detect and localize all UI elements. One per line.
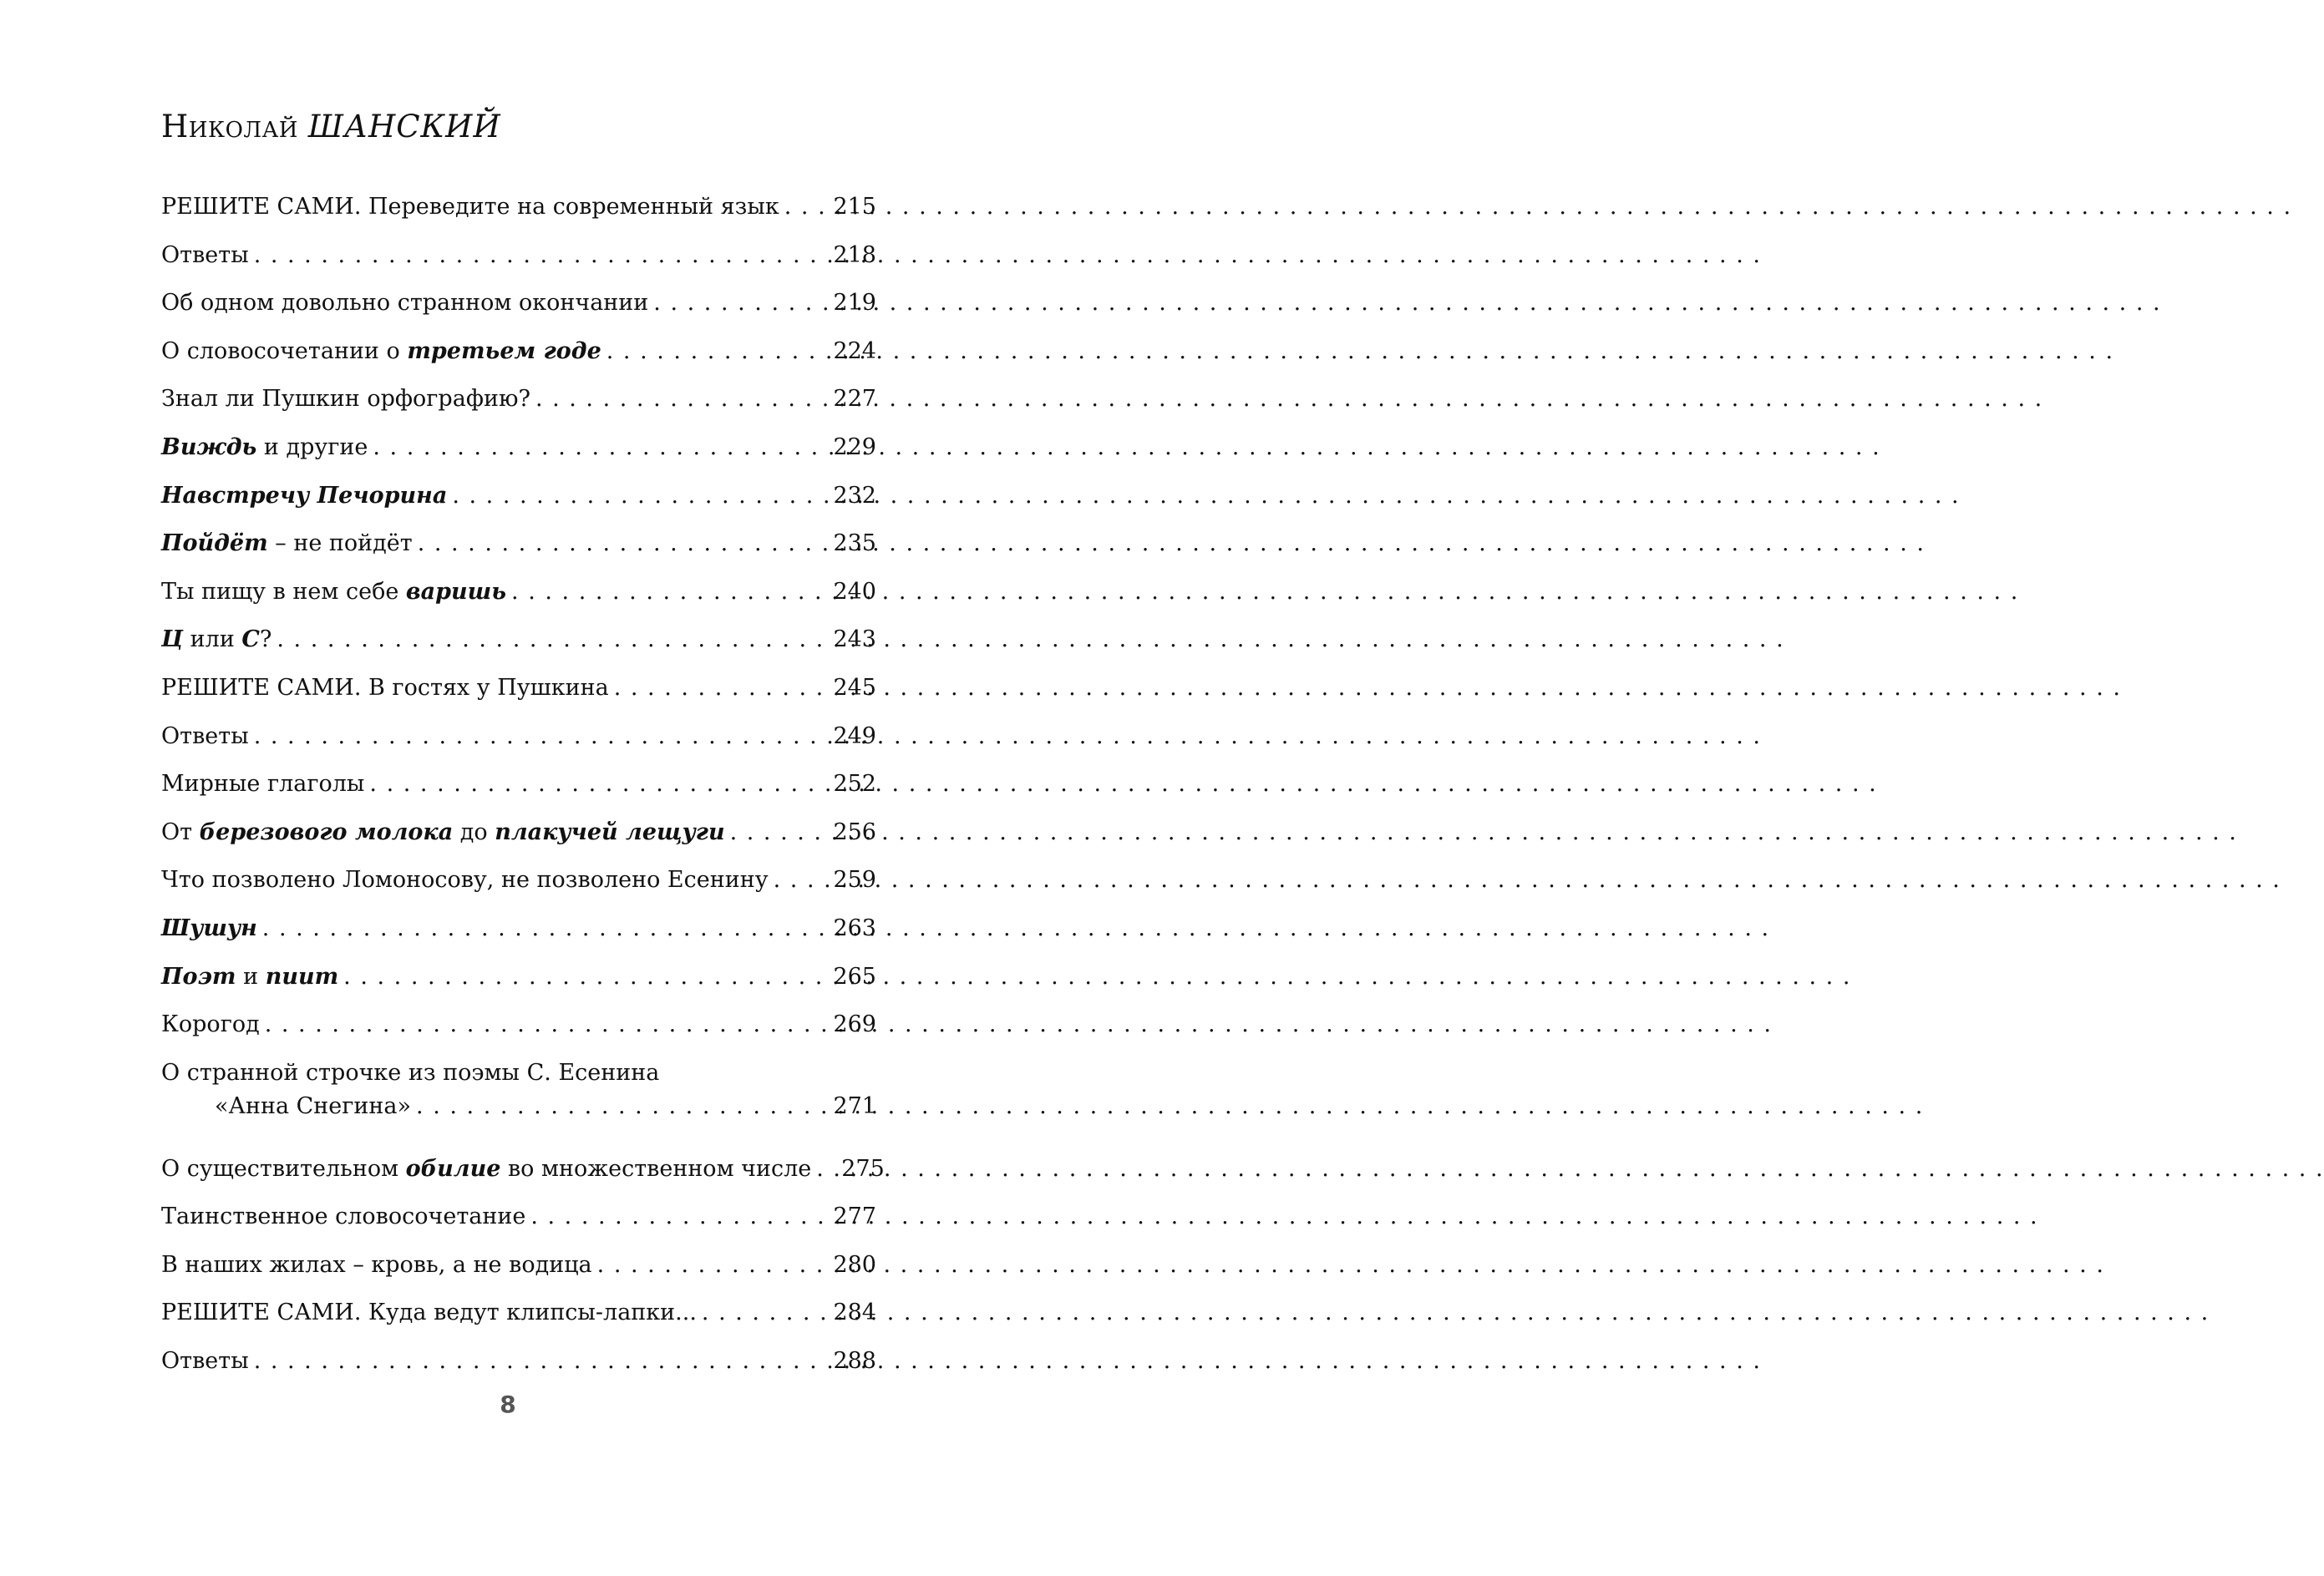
page <box>0 0 1016 1576</box>
dot-leader <box>530 1200 825 1234</box>
toc-entry-title-emphasis: С <box>241 626 260 653</box>
toc-entry <box>161 286 876 335</box>
toc-entry <box>161 1200 876 1249</box>
toc-entry-title <box>161 431 368 464</box>
toc-entry-title-emphasis: Ц <box>161 626 184 653</box>
toc-entry <box>161 1249 876 1297</box>
dot-leader <box>265 1008 825 1041</box>
toc-entry-page-number: 249 <box>833 722 876 749</box>
toc-entry <box>161 1057 876 1153</box>
dot-leader <box>597 1249 825 1282</box>
toc-entry-title-text: «Анна Снегина» <box>215 1092 412 1119</box>
toc-entry-title-text: Ответы <box>161 241 249 268</box>
toc-entry <box>161 1296 876 1345</box>
toc-entry-page-number: 256 <box>833 818 876 845</box>
toc-entry-page-number: 269 <box>833 1011 876 1038</box>
toc-entry-page-number: 218 <box>833 241 876 268</box>
toc-entry-title <box>161 190 779 224</box>
toc-entry <box>161 1345 876 1393</box>
toc-entry-title-emphasis: Шушун <box>161 915 257 941</box>
toc-entry-page-number: 288 <box>833 1348 876 1375</box>
dot-leader <box>784 190 825 224</box>
toc-entry-page-number: 265 <box>833 963 876 990</box>
toc-entry-title-text: или <box>183 626 242 653</box>
toc-entry-page-number: 240 <box>833 578 876 605</box>
toc-entry <box>161 431 876 479</box>
toc-entry <box>161 864 876 912</box>
toc-entry <box>161 1008 876 1057</box>
toc-entry-title <box>161 1057 659 1090</box>
toc-entry <box>161 575 876 624</box>
toc-entry-title-text: Мирные глаголы <box>161 771 365 798</box>
toc-entry-page-number: 219 <box>833 290 876 317</box>
page-number: 8 <box>500 1391 516 1418</box>
toc-entry-page-number: 252 <box>833 771 876 798</box>
toc-entry-page-number: 275 <box>841 1155 885 1182</box>
toc-entry-title-text: Таинственное словосочетание <box>161 1204 526 1230</box>
toc-entry-title <box>161 527 413 560</box>
toc-entry-title <box>161 575 506 609</box>
toc-entry-title-text: Что позволено Ломоносову, не позволено Есенину <box>161 867 769 894</box>
toc-entry-page-number: 232 <box>833 482 876 509</box>
toc-entry <box>161 1153 885 1201</box>
toc-entry <box>161 912 876 960</box>
toc-entry <box>161 239 876 287</box>
toc-entry <box>161 479 876 528</box>
toc-entry-title-text: РЕШИТЕ САМИ. Переведите на современный язык <box>161 194 779 220</box>
toc-entry <box>161 527 876 575</box>
toc-entry-title-text: РЕШИТЕ САМИ. В гостях у Пушкина <box>161 674 609 701</box>
dot-leader <box>511 575 825 609</box>
dot-leader <box>254 720 825 753</box>
dot-leader <box>254 1345 825 1378</box>
toc-entry <box>161 960 876 1009</box>
toc-entry-title-text: и <box>236 963 266 990</box>
toc-entry-title-emphasis: Навстречу Печорина <box>161 482 448 509</box>
toc-entry-page-number: 229 <box>833 433 876 460</box>
toc-entry-title-text: Ответы <box>161 722 249 749</box>
toc-entry-title-text: Ты пищу в нем себе <box>161 578 406 605</box>
toc-entry-title-emphasis: Пойдёт <box>161 530 268 557</box>
toc-entry <box>161 335 876 383</box>
toc-entry-title <box>161 912 257 945</box>
toc-entry-title-text: ? <box>259 626 272 653</box>
toc-entry <box>161 383 876 431</box>
dot-leader <box>452 479 825 513</box>
dot-leader <box>416 1090 825 1123</box>
toc-entry-page-number: 215 <box>833 194 876 220</box>
dot-leader <box>343 960 825 994</box>
dot-leader <box>369 768 825 801</box>
toc-entry-title <box>161 1296 697 1330</box>
dot-leader <box>535 383 825 416</box>
toc-entry-title-emphasis: березового молока <box>199 818 454 845</box>
dot-leader <box>254 239 825 272</box>
toc-entry-title <box>161 335 601 368</box>
dot-leader <box>418 527 825 560</box>
toc-entry-title-emphasis: пиит <box>265 963 339 990</box>
toc-entry-page-number: 235 <box>833 530 876 557</box>
toc-entry-title <box>161 1345 249 1378</box>
toc-entry-title <box>161 479 447 513</box>
toc-entry-title <box>161 671 609 705</box>
toc-entry-title-text: – не пойдёт <box>267 530 413 557</box>
toc-entry-title <box>161 239 249 272</box>
toc-entry-title <box>161 1200 525 1234</box>
toc-entry-title-text: РЕШИТЕ САМИ. Куда ведут клипсы-лапки... <box>161 1300 697 1326</box>
toc-entry-title <box>161 286 648 320</box>
toc-entry-title-emphasis: обилие <box>405 1155 501 1182</box>
running-header <box>161 107 501 147</box>
toc-entry-title-text: Об одном довольно странном окончании <box>161 290 649 317</box>
toc-entry-title-text: О словосочетании о <box>161 337 408 364</box>
author-first-name: Николай <box>161 109 298 144</box>
toc-entry-page-number: 263 <box>833 915 876 941</box>
toc-entry-title <box>161 383 530 416</box>
toc-entry-title-continuation <box>215 1090 411 1123</box>
toc-entry-title <box>161 720 249 753</box>
dot-leader <box>614 671 825 705</box>
toc-entry-title <box>161 960 338 994</box>
toc-entry-title <box>161 1249 592 1282</box>
toc-entry <box>161 768 876 816</box>
toc-entry-title-text: до <box>453 818 495 845</box>
toc-entry-page-number: 224 <box>833 337 876 364</box>
dot-leader <box>774 864 825 897</box>
dot-leader <box>277 623 825 656</box>
dot-leader <box>653 286 825 320</box>
toc-entry-page-number: 271 <box>833 1092 876 1119</box>
dot-leader <box>606 335 825 368</box>
toc-entry-title <box>161 623 271 656</box>
toc-entry <box>161 720 876 768</box>
toc-entry <box>161 671 876 720</box>
toc-entry-title-emphasis: варишь <box>405 578 507 605</box>
toc-entry-title-text: Корогод <box>161 1011 260 1038</box>
toc-entry-title-text: во множественном числе <box>500 1155 812 1182</box>
toc-entry <box>161 190 876 239</box>
dot-leader <box>373 431 825 464</box>
toc-entry-page-number: 284 <box>833 1300 876 1326</box>
toc-entry-title-text: О странной строчке из поэмы С. Есенина <box>161 1059 660 1086</box>
toc-entry-page-number: 280 <box>833 1251 876 1278</box>
toc-entry <box>161 623 876 671</box>
author-last-name: ШАНСКИЙ <box>307 109 501 144</box>
toc-entry-title-text: Ответы <box>161 1348 249 1375</box>
toc-entry-page-number: 277 <box>833 1204 876 1230</box>
toc-entry-title-emphasis: Виждь <box>161 433 257 460</box>
toc-entry-title-text: Знал ли Пушкин орфографию? <box>161 386 530 413</box>
toc-entry-title <box>161 864 769 897</box>
toc-entry-page-number: 259 <box>833 867 876 894</box>
toc-entry-title-text: и другие <box>256 433 368 460</box>
toc-entry-page-number: 245 <box>833 674 876 701</box>
toc-entry-title-text: О существительном <box>161 1155 406 1182</box>
toc-entry-page-number: 243 <box>833 626 876 653</box>
toc-entry-title-emphasis: третьем годе <box>407 337 601 364</box>
toc-entry-title-text: В наших жилах – кровь, а не водица <box>161 1251 592 1278</box>
toc-entry-title <box>161 768 364 801</box>
table-of-contents <box>161 190 885 1393</box>
dot-leader <box>702 1296 825 1330</box>
toc-entry-page-number: 227 <box>833 386 876 413</box>
toc-entry <box>161 816 876 864</box>
toc-entry-title <box>161 816 725 849</box>
dot-leader <box>816 1153 833 1186</box>
dot-leader <box>262 912 825 945</box>
toc-entry-title-text: От <box>161 818 200 845</box>
toc-entry-title <box>161 1008 260 1041</box>
toc-entry-title-emphasis: Поэт <box>161 963 236 990</box>
dot-leader <box>730 816 825 849</box>
toc-entry-title <box>161 1153 811 1186</box>
toc-entry-title-emphasis: плакучей лещуги <box>495 818 725 845</box>
